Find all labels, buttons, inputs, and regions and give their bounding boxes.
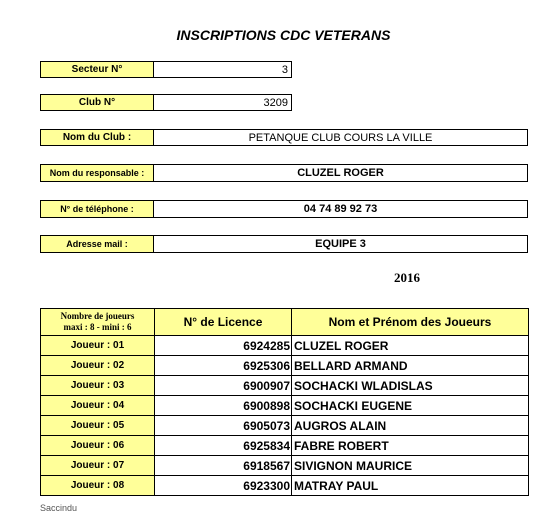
player-count-header bbox=[41, 309, 155, 336]
player-name-cell[interactable]: SOCHACKI EUGENE bbox=[292, 396, 529, 416]
player-label: Joueur : 07 bbox=[41, 456, 155, 476]
player-name-cell[interactable]: AUGROS ALAIN bbox=[292, 416, 529, 436]
table-header-row bbox=[41, 309, 529, 336]
player-label: Joueur : 02 bbox=[41, 356, 155, 376]
player-label: Joueur : 04 bbox=[41, 396, 155, 416]
footer-text: Saccindu bbox=[40, 503, 78, 513]
licence-cell[interactable]: 6924285 bbox=[155, 336, 292, 356]
players-table bbox=[40, 308, 529, 496]
player-label: Joueur : 06 bbox=[41, 436, 155, 456]
year-label: 2016 bbox=[394, 270, 420, 285]
player-name-cell[interactable]: MATRAY PAUL bbox=[292, 476, 529, 496]
responsable-field[interactable]: CLUZEL ROGER bbox=[153, 164, 528, 182]
secteur-label: Secteur N° bbox=[40, 61, 154, 78]
club-number-label: Club N° bbox=[40, 94, 154, 111]
table-row bbox=[41, 396, 529, 416]
licence-cell[interactable]: 6925834 bbox=[155, 436, 292, 456]
player-name-cell[interactable]: CLUZEL ROGER bbox=[292, 336, 529, 356]
mail-label: Adresse mail : bbox=[40, 235, 154, 253]
player-name-cell[interactable]: SOCHACKI WLADISLAS bbox=[292, 376, 529, 396]
licence-cell[interactable]: 6900898 bbox=[155, 396, 292, 416]
licence-cell[interactable]: 6918567 bbox=[155, 456, 292, 476]
player-name-cell[interactable]: FABRE ROBERT bbox=[292, 436, 529, 456]
club-number-field[interactable]: 3209 bbox=[153, 94, 292, 111]
player-count-header-line2: maxi : 8 - mini : 6 bbox=[63, 322, 132, 332]
table-row bbox=[41, 356, 529, 376]
secteur-field[interactable]: 3 bbox=[153, 61, 292, 78]
player-label: Joueur : 08 bbox=[41, 476, 155, 496]
licence-cell[interactable]: 6905073 bbox=[155, 416, 292, 436]
name-header: Nom et Prénom des Joueurs bbox=[292, 309, 529, 336]
table-row bbox=[41, 456, 529, 476]
player-label: Joueur : 03 bbox=[41, 376, 155, 396]
licence-header: N° de Licence bbox=[155, 309, 292, 336]
player-name-cell[interactable]: SIVIGNON MAURICE bbox=[292, 456, 529, 476]
table-row bbox=[41, 436, 529, 456]
mail-field[interactable]: EQUIPE 3 bbox=[153, 235, 528, 253]
page-title: INSCRIPTIONS CDC VETERANS bbox=[176, 27, 391, 43]
telephone-field[interactable]: 04 74 89 92 73 bbox=[153, 200, 528, 218]
licence-cell[interactable]: 6900907 bbox=[155, 376, 292, 396]
telephone-label: N° de téléphone : bbox=[40, 200, 154, 218]
table-row bbox=[41, 476, 529, 496]
table-row bbox=[41, 416, 529, 436]
licence-cell[interactable]: 6925306 bbox=[155, 356, 292, 376]
licence-cell[interactable]: 6923300 bbox=[155, 476, 292, 496]
responsable-label: Nom du responsable : bbox=[40, 164, 154, 182]
table-row bbox=[41, 336, 529, 356]
club-name-label: Nom du Club : bbox=[40, 129, 154, 146]
player-count-header-line1: Nombre de joueurs bbox=[60, 311, 135, 321]
player-name-cell[interactable]: BELLARD ARMAND bbox=[292, 356, 529, 376]
club-name-field[interactable]: PETANQUE CLUB COURS LA VILLE bbox=[153, 129, 528, 146]
table-row bbox=[41, 376, 529, 396]
player-label: Joueur : 01 bbox=[41, 336, 155, 356]
player-label: Joueur : 05 bbox=[41, 416, 155, 436]
